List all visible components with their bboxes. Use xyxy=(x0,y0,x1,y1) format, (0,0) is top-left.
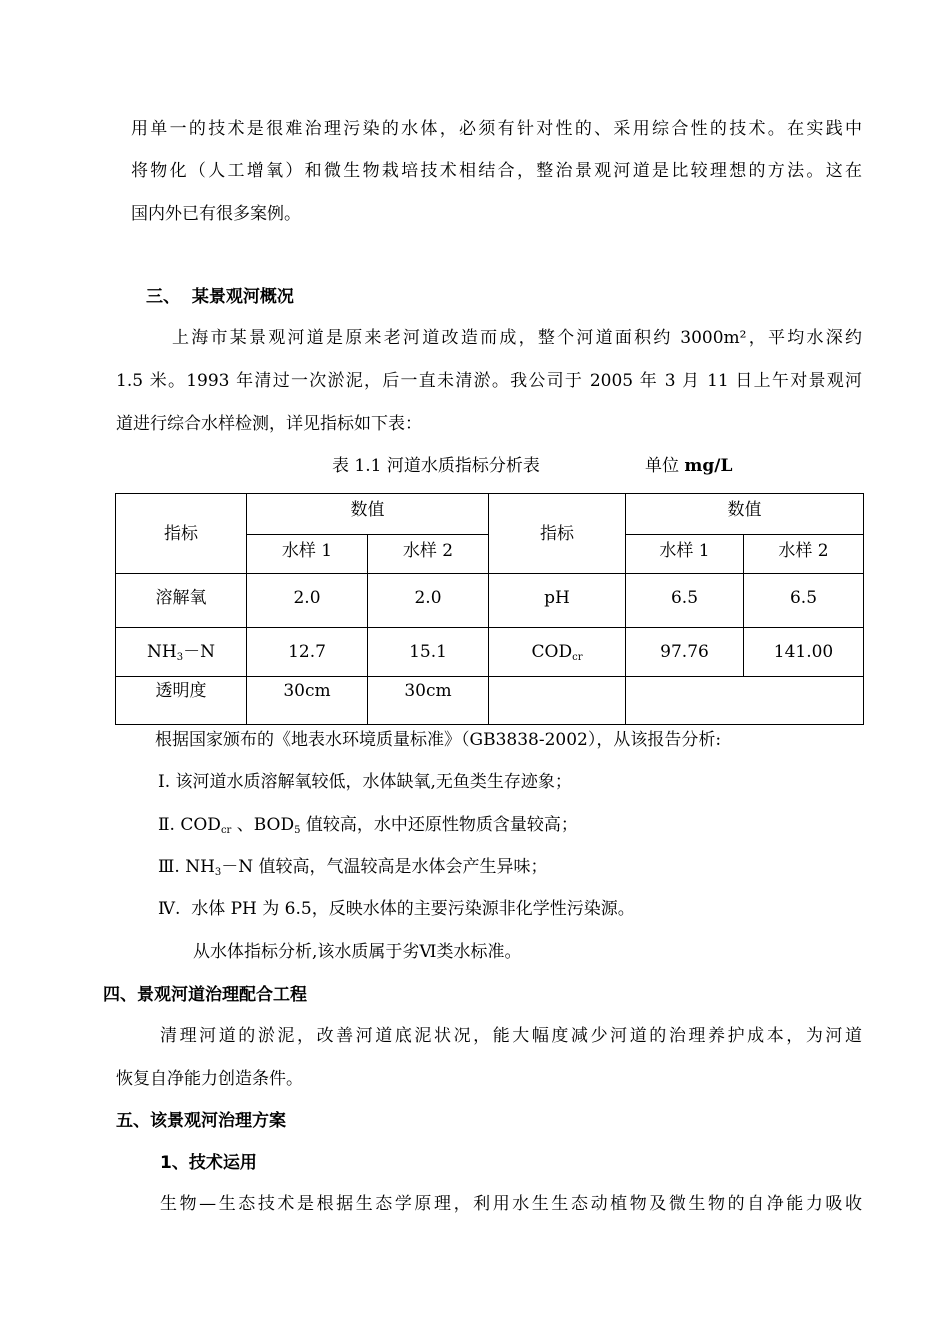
table-row xyxy=(116,628,864,677)
section-5-subheading: 1、技术运用 xyxy=(160,1153,257,1173)
analysis-item-4: Ⅳ. 水体 PH 为 6.5，反映水体的主要污染源非化学性污染源。 xyxy=(158,899,635,919)
row1-sample2-left: 2.0 xyxy=(368,574,489,628)
row1-sample2-right: 6.5 xyxy=(744,574,864,628)
table-unit-prefix: 单位 xyxy=(645,456,685,476)
table-row xyxy=(116,574,864,628)
row2-sample2-left: 15.1 xyxy=(368,628,489,677)
row2-indicator-left: $NH_3-N$ xyxy=(116,628,247,677)
row2-indicator-right: $COD_{cr}$ xyxy=(489,628,626,677)
header-sample1-left: 水样 1 xyxy=(247,535,368,574)
intro-line-2: 将物化（人工增氧）和微生物栽培技术相结合，整治景观河道是比较理想的方法。这在 xyxy=(131,161,862,181)
intro-line-1: 用单一的技术是很难治理污染的水体，必须有针对性的、采用综合性的技术。在实践中 xyxy=(131,119,862,139)
analysis-item-2: Ⅱ. $COD_{cr}$ 、$BOD_5$ 值较高，水中还原性物质含量较高； xyxy=(158,815,578,836)
row1-indicator-right: pH xyxy=(489,574,626,628)
water-quality-table xyxy=(115,493,864,725)
table-unit xyxy=(645,455,732,477)
section-3-line-1: 上海市某景观河道是原来老河道改造而成，整个河道面积约 3000m²，平均水深约 xyxy=(172,328,862,348)
header-indicator-right: 指标 xyxy=(489,494,626,574)
row3-values-right xyxy=(626,677,864,725)
analysis-item-3: Ⅲ. $NH_3-N$ 值较高，气温较高是水体会产生异味； xyxy=(158,857,548,878)
section-3-line-2: 1.5 米。1993 年清过一次淤泥，后一直未清淤。我公司于 2005 年 3 月 11 日上午对景观河 xyxy=(116,371,862,391)
table-header-row-1 xyxy=(116,494,864,535)
section-5-heading: 五、该景观河治理方案 xyxy=(116,1111,286,1131)
section-4-heading: 四、景观河道治理配合工程 xyxy=(103,985,307,1005)
section-5-line-1: 生物—生态技术是根据生态学原理，利用水生生态动植物及微生物的自净能力吸收 xyxy=(160,1194,862,1214)
intro-line-3: 国内外已有很多案例。 xyxy=(131,204,301,224)
row3-sample1-left: 30cm xyxy=(247,677,368,725)
section-3-heading: 三、 某景观河概况 xyxy=(146,287,294,307)
row2-sample1-right: 97.76 xyxy=(626,628,744,677)
row1-indicator-left: 溶解氧 xyxy=(116,574,247,628)
row3-indicator-left: 透明度 xyxy=(116,677,247,725)
header-indicator-left: 指标 xyxy=(116,494,247,574)
header-sample2-left: 水样 2 xyxy=(368,535,489,574)
section-3-line-3: 道进行综合水样检测，详见指标如下表： xyxy=(116,414,422,434)
header-sample2-right: 水样 2 xyxy=(744,535,864,574)
table-row xyxy=(116,677,864,725)
row2-sample1-left: 12.7 xyxy=(247,628,368,677)
table-unit-value: mg/L xyxy=(684,456,733,476)
table-caption: 表 1.1 河道水质指标分析表 xyxy=(332,456,540,476)
header-value-left: 数值 xyxy=(247,494,489,535)
header-value-right: 数值 xyxy=(626,494,864,535)
row2-sample2-right: 141.00 xyxy=(744,628,864,677)
analysis-conclusion: 从水体指标分析,该水质属于劣Ⅵ类水标准。 xyxy=(193,942,522,962)
section-4-line-1: 清理河道的淤泥，改善河道底泥状况，能大幅度减少河道的治理养护成本，为河道 xyxy=(160,1026,862,1046)
row1-sample1-left: 2.0 xyxy=(247,574,368,628)
row3-indicator-right xyxy=(489,677,626,725)
header-sample1-right: 水样 1 xyxy=(626,535,744,574)
row3-sample2-left: 30cm xyxy=(368,677,489,725)
analysis-item-1: Ⅰ. 该河道水质溶解氧较低，水体缺氧,无鱼类生存迹象； xyxy=(158,772,572,792)
analysis-intro: 根据国家颁布的《地表水环境质量标准》（GB3838-2002），从该报告分析: xyxy=(155,730,722,750)
section-4-line-2: 恢复自净能力创造条件。 xyxy=(116,1069,303,1089)
row1-sample1-right: 6.5 xyxy=(626,574,744,628)
